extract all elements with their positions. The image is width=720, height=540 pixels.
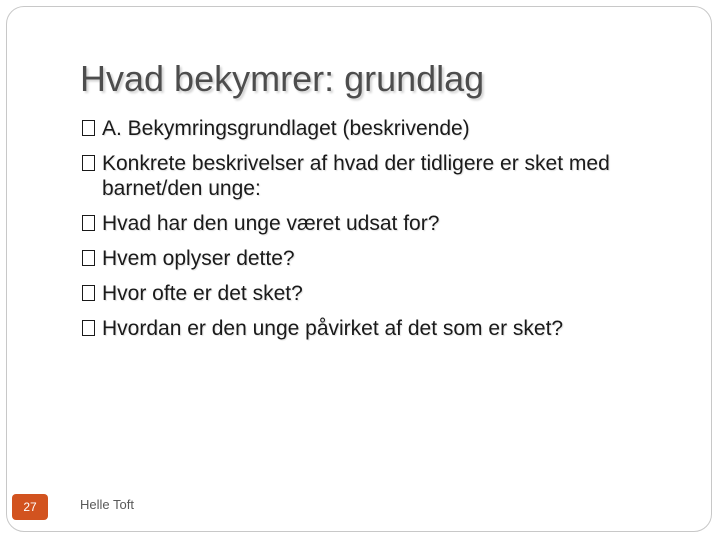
bullet-box-icon [82,215,95,231]
bullet-list [80,116,700,351]
bullet-text: Hvad har den unge været udsat for? [102,212,440,235]
bullet-text: Hvordan er den unge påvirket af det som er sket? [102,317,564,340]
bullet-text: Hvem oplyser dette? [102,247,295,270]
bullet-box-icon [82,155,95,171]
bullet-item [80,211,700,236]
bullet-item [80,281,700,306]
bullet-item [80,116,700,141]
bullet-box-icon [82,285,95,301]
footer-author: Helle Toft [80,497,134,512]
slide-title: Hvad bekymrer: grundlag [80,58,485,99]
bullet-text: Konkrete beskrivelser af hvad der tidligere er sket med barnet/den unge: [102,152,610,200]
bullet-text: Hvor ofte er det sket? [102,282,303,305]
bullet-box-icon [82,250,95,266]
bullet-item [80,316,700,341]
bullet-item [80,246,700,271]
bullet-item [80,151,700,201]
bullet-box-icon [82,120,95,136]
page-number-badge: 27 [12,494,48,520]
bullet-text: A. Bekymringsgrundlaget (beskrivende) [102,117,470,140]
bullet-box-icon [82,320,95,336]
